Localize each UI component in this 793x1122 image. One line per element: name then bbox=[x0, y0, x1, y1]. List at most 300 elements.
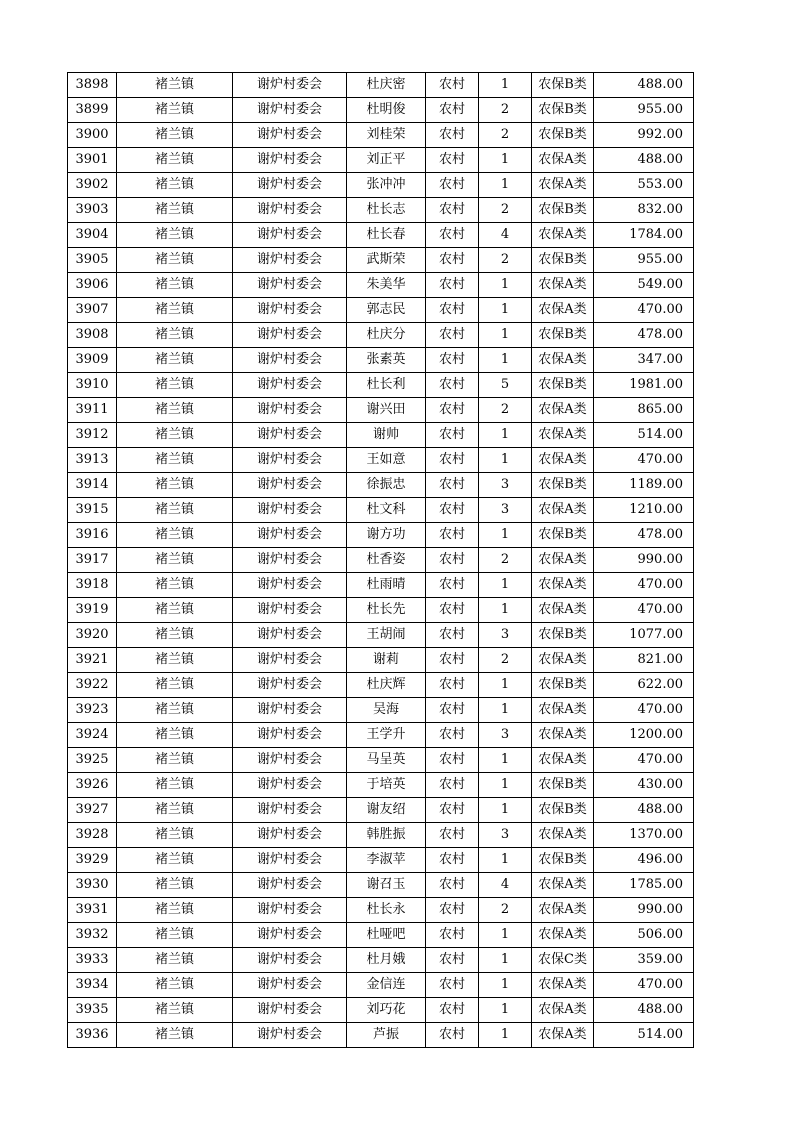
town-cell: 褚兰镇 bbox=[117, 548, 233, 573]
area-type-cell: 农村 bbox=[426, 723, 479, 748]
row-number: 3906 bbox=[68, 273, 117, 298]
category-cell: 农保B类 bbox=[532, 198, 594, 223]
household-count-cell: 5 bbox=[479, 373, 532, 398]
area-type-cell: 农村 bbox=[426, 998, 479, 1023]
household-count-cell: 3 bbox=[479, 473, 532, 498]
name-cell: 杜长先 bbox=[347, 598, 426, 623]
name-cell: 杜庆辉 bbox=[347, 673, 426, 698]
village-committee-cell: 谢炉村委会 bbox=[233, 948, 347, 973]
category-cell: 农保A类 bbox=[532, 398, 594, 423]
name-cell: 刘正平 bbox=[347, 148, 426, 173]
category-cell: 农保A类 bbox=[532, 223, 594, 248]
category-cell: 农保A类 bbox=[532, 823, 594, 848]
household-count-cell: 1 bbox=[479, 173, 532, 198]
document-table-container bbox=[67, 72, 693, 1048]
household-count-cell: 1 bbox=[479, 423, 532, 448]
town-cell: 褚兰镇 bbox=[117, 748, 233, 773]
name-cell: 芦振 bbox=[347, 1023, 426, 1048]
town-cell: 褚兰镇 bbox=[117, 673, 233, 698]
row-number: 3914 bbox=[68, 473, 117, 498]
area-type-cell: 农村 bbox=[426, 248, 479, 273]
village-committee-cell: 谢炉村委会 bbox=[233, 73, 347, 98]
household-count-cell: 1 bbox=[479, 698, 532, 723]
village-committee-cell: 谢炉村委会 bbox=[233, 573, 347, 598]
village-committee-cell: 谢炉村委会 bbox=[233, 873, 347, 898]
area-type-cell: 农村 bbox=[426, 673, 479, 698]
village-committee-cell: 谢炉村委会 bbox=[233, 298, 347, 323]
village-committee-cell: 谢炉村委会 bbox=[233, 448, 347, 473]
name-cell: 谢友绍 bbox=[347, 798, 426, 823]
category-cell: 农保A类 bbox=[532, 973, 594, 998]
category-cell: 农保A类 bbox=[532, 923, 594, 948]
table-row bbox=[68, 823, 694, 848]
village-committee-cell: 谢炉村委会 bbox=[233, 823, 347, 848]
name-cell: 王学升 bbox=[347, 723, 426, 748]
town-cell: 褚兰镇 bbox=[117, 948, 233, 973]
name-cell: 杜庆密 bbox=[347, 73, 426, 98]
table-row bbox=[68, 948, 694, 973]
name-cell: 杜长利 bbox=[347, 373, 426, 398]
town-cell: 褚兰镇 bbox=[117, 648, 233, 673]
amount-cell: 496.00 bbox=[594, 848, 694, 873]
category-cell: 农保A类 bbox=[532, 448, 594, 473]
amount-cell: 1370.00 bbox=[594, 823, 694, 848]
amount-cell: 470.00 bbox=[594, 698, 694, 723]
amount-cell: 488.00 bbox=[594, 148, 694, 173]
row-number: 3898 bbox=[68, 73, 117, 98]
amount-cell: 1785.00 bbox=[594, 873, 694, 898]
name-cell: 杜长永 bbox=[347, 898, 426, 923]
name-cell: 刘巧花 bbox=[347, 998, 426, 1023]
category-cell: 农保A类 bbox=[532, 573, 594, 598]
table-row bbox=[68, 348, 694, 373]
category-cell: 农保A类 bbox=[532, 998, 594, 1023]
category-cell: 农保A类 bbox=[532, 723, 594, 748]
amount-cell: 832.00 bbox=[594, 198, 694, 223]
household-count-cell: 3 bbox=[479, 723, 532, 748]
town-cell: 褚兰镇 bbox=[117, 73, 233, 98]
category-cell: 农保B类 bbox=[532, 673, 594, 698]
town-cell: 褚兰镇 bbox=[117, 848, 233, 873]
village-committee-cell: 谢炉村委会 bbox=[233, 998, 347, 1023]
table-row bbox=[68, 1023, 694, 1048]
town-cell: 褚兰镇 bbox=[117, 773, 233, 798]
household-count-cell: 1 bbox=[479, 73, 532, 98]
area-type-cell: 农村 bbox=[426, 973, 479, 998]
village-committee-cell: 谢炉村委会 bbox=[233, 698, 347, 723]
name-cell: 王胡闹 bbox=[347, 623, 426, 648]
area-type-cell: 农村 bbox=[426, 798, 479, 823]
category-cell: 农保B类 bbox=[532, 798, 594, 823]
table-row bbox=[68, 248, 694, 273]
name-cell: 朱美华 bbox=[347, 273, 426, 298]
row-number: 3928 bbox=[68, 823, 117, 848]
area-type-cell: 农村 bbox=[426, 298, 479, 323]
household-count-cell: 1 bbox=[479, 148, 532, 173]
amount-cell: 553.00 bbox=[594, 173, 694, 198]
row-number: 3929 bbox=[68, 848, 117, 873]
table-row bbox=[68, 323, 694, 348]
village-committee-cell: 谢炉村委会 bbox=[233, 348, 347, 373]
name-cell: 马呈英 bbox=[347, 748, 426, 773]
household-count-cell: 2 bbox=[479, 198, 532, 223]
table-row bbox=[68, 998, 694, 1023]
table-row bbox=[68, 98, 694, 123]
household-count-cell: 3 bbox=[479, 498, 532, 523]
area-type-cell: 农村 bbox=[426, 473, 479, 498]
village-committee-cell: 谢炉村委会 bbox=[233, 123, 347, 148]
name-cell: 杜长志 bbox=[347, 198, 426, 223]
amount-cell: 865.00 bbox=[594, 398, 694, 423]
table-row bbox=[68, 973, 694, 998]
table-row bbox=[68, 723, 694, 748]
row-number: 3915 bbox=[68, 498, 117, 523]
row-number: 3905 bbox=[68, 248, 117, 273]
area-type-cell: 农村 bbox=[426, 373, 479, 398]
area-type-cell: 农村 bbox=[426, 423, 479, 448]
row-number: 3901 bbox=[68, 148, 117, 173]
category-cell: 农保B类 bbox=[532, 373, 594, 398]
town-cell: 褚兰镇 bbox=[117, 323, 233, 348]
row-number: 3912 bbox=[68, 423, 117, 448]
category-cell: 农保B类 bbox=[532, 473, 594, 498]
row-number: 3908 bbox=[68, 323, 117, 348]
household-count-cell: 1 bbox=[479, 798, 532, 823]
name-cell: 杜长春 bbox=[347, 223, 426, 248]
area-type-cell: 农村 bbox=[426, 548, 479, 573]
amount-cell: 347.00 bbox=[594, 348, 694, 373]
name-cell: 吴海 bbox=[347, 698, 426, 723]
town-cell: 褚兰镇 bbox=[117, 598, 233, 623]
area-type-cell: 农村 bbox=[426, 223, 479, 248]
name-cell: 武斯荣 bbox=[347, 248, 426, 273]
row-number: 3920 bbox=[68, 623, 117, 648]
village-committee-cell: 谢炉村委会 bbox=[233, 898, 347, 923]
town-cell: 褚兰镇 bbox=[117, 298, 233, 323]
table-row bbox=[68, 548, 694, 573]
row-number: 3919 bbox=[68, 598, 117, 623]
area-type-cell: 农村 bbox=[426, 823, 479, 848]
household-count-cell: 1 bbox=[479, 323, 532, 348]
category-cell: 农保A类 bbox=[532, 298, 594, 323]
amount-cell: 549.00 bbox=[594, 273, 694, 298]
category-cell: 农保A类 bbox=[532, 148, 594, 173]
amount-cell: 506.00 bbox=[594, 923, 694, 948]
area-type-cell: 农村 bbox=[426, 523, 479, 548]
table-row bbox=[68, 573, 694, 598]
table-row bbox=[68, 523, 694, 548]
name-cell: 谢召玉 bbox=[347, 873, 426, 898]
area-type-cell: 农村 bbox=[426, 848, 479, 873]
amount-cell: 488.00 bbox=[594, 73, 694, 98]
name-cell: 张冲冲 bbox=[347, 173, 426, 198]
household-count-cell: 2 bbox=[479, 548, 532, 573]
category-cell: 农保A类 bbox=[532, 548, 594, 573]
category-cell: 农保A类 bbox=[532, 1023, 594, 1048]
town-cell: 褚兰镇 bbox=[117, 998, 233, 1023]
name-cell: 李淑苹 bbox=[347, 848, 426, 873]
area-type-cell: 农村 bbox=[426, 148, 479, 173]
category-cell: 农保A类 bbox=[532, 598, 594, 623]
row-number: 3911 bbox=[68, 398, 117, 423]
row-number: 3927 bbox=[68, 798, 117, 823]
name-cell: 谢兴田 bbox=[347, 398, 426, 423]
category-cell: 农保B类 bbox=[532, 248, 594, 273]
row-number: 3913 bbox=[68, 448, 117, 473]
area-type-cell: 农村 bbox=[426, 1023, 479, 1048]
name-cell: 张素英 bbox=[347, 348, 426, 373]
amount-cell: 470.00 bbox=[594, 298, 694, 323]
town-cell: 褚兰镇 bbox=[117, 523, 233, 548]
table-row bbox=[68, 598, 694, 623]
amount-cell: 470.00 bbox=[594, 573, 694, 598]
village-committee-cell: 谢炉村委会 bbox=[233, 148, 347, 173]
table-row bbox=[68, 448, 694, 473]
town-cell: 褚兰镇 bbox=[117, 473, 233, 498]
village-committee-cell: 谢炉村委会 bbox=[233, 648, 347, 673]
town-cell: 褚兰镇 bbox=[117, 348, 233, 373]
amount-cell: 955.00 bbox=[594, 248, 694, 273]
category-cell: 农保C类 bbox=[532, 948, 594, 973]
household-count-cell: 1 bbox=[479, 773, 532, 798]
name-cell: 杜庆分 bbox=[347, 323, 426, 348]
village-committee-cell: 谢炉村委会 bbox=[233, 598, 347, 623]
amount-cell: 1189.00 bbox=[594, 473, 694, 498]
town-cell: 褚兰镇 bbox=[117, 248, 233, 273]
table-row bbox=[68, 273, 694, 298]
household-count-cell: 1 bbox=[479, 348, 532, 373]
area-type-cell: 农村 bbox=[426, 198, 479, 223]
amount-cell: 1210.00 bbox=[594, 498, 694, 523]
category-cell: 农保A类 bbox=[532, 273, 594, 298]
town-cell: 褚兰镇 bbox=[117, 423, 233, 448]
row-number: 3921 bbox=[68, 648, 117, 673]
row-number: 3907 bbox=[68, 298, 117, 323]
area-type-cell: 农村 bbox=[426, 773, 479, 798]
table-row bbox=[68, 898, 694, 923]
amount-cell: 488.00 bbox=[594, 998, 694, 1023]
category-cell: 农保B类 bbox=[532, 98, 594, 123]
row-number: 3926 bbox=[68, 773, 117, 798]
town-cell: 褚兰镇 bbox=[117, 373, 233, 398]
row-number: 3899 bbox=[68, 98, 117, 123]
village-committee-cell: 谢炉村委会 bbox=[233, 398, 347, 423]
amount-cell: 470.00 bbox=[594, 973, 694, 998]
town-cell: 褚兰镇 bbox=[117, 223, 233, 248]
village-committee-cell: 谢炉村委会 bbox=[233, 473, 347, 498]
category-cell: 农保A类 bbox=[532, 423, 594, 448]
village-committee-cell: 谢炉村委会 bbox=[233, 498, 347, 523]
table-row bbox=[68, 798, 694, 823]
table-row bbox=[68, 223, 694, 248]
category-cell: 农保B类 bbox=[532, 123, 594, 148]
amount-cell: 470.00 bbox=[594, 598, 694, 623]
subsidy-table bbox=[67, 72, 694, 1048]
area-type-cell: 农村 bbox=[426, 273, 479, 298]
area-type-cell: 农村 bbox=[426, 123, 479, 148]
table-row bbox=[68, 398, 694, 423]
table-row bbox=[68, 198, 694, 223]
name-cell: 杜香姿 bbox=[347, 548, 426, 573]
town-cell: 褚兰镇 bbox=[117, 823, 233, 848]
amount-cell: 514.00 bbox=[594, 423, 694, 448]
town-cell: 褚兰镇 bbox=[117, 573, 233, 598]
village-committee-cell: 谢炉村委会 bbox=[233, 323, 347, 348]
table-row bbox=[68, 773, 694, 798]
name-cell: 韩胜振 bbox=[347, 823, 426, 848]
village-committee-cell: 谢炉村委会 bbox=[233, 973, 347, 998]
town-cell: 褚兰镇 bbox=[117, 798, 233, 823]
area-type-cell: 农村 bbox=[426, 648, 479, 673]
town-cell: 褚兰镇 bbox=[117, 1023, 233, 1048]
town-cell: 褚兰镇 bbox=[117, 273, 233, 298]
amount-cell: 359.00 bbox=[594, 948, 694, 973]
amount-cell: 430.00 bbox=[594, 773, 694, 798]
village-committee-cell: 谢炉村委会 bbox=[233, 723, 347, 748]
household-count-cell: 1 bbox=[479, 748, 532, 773]
name-cell: 谢莉 bbox=[347, 648, 426, 673]
category-cell: 农保A类 bbox=[532, 873, 594, 898]
village-committee-cell: 谢炉村委会 bbox=[233, 848, 347, 873]
household-count-cell: 1 bbox=[479, 673, 532, 698]
category-cell: 农保B类 bbox=[532, 73, 594, 98]
row-number: 3904 bbox=[68, 223, 117, 248]
household-count-cell: 4 bbox=[479, 873, 532, 898]
household-count-cell: 2 bbox=[479, 248, 532, 273]
household-count-cell: 1 bbox=[479, 973, 532, 998]
area-type-cell: 农村 bbox=[426, 698, 479, 723]
amount-cell: 1200.00 bbox=[594, 723, 694, 748]
row-number: 3936 bbox=[68, 1023, 117, 1048]
village-committee-cell: 谢炉村委会 bbox=[233, 623, 347, 648]
name-cell: 王如意 bbox=[347, 448, 426, 473]
amount-cell: 990.00 bbox=[594, 548, 694, 573]
area-type-cell: 农村 bbox=[426, 398, 479, 423]
household-count-cell: 1 bbox=[479, 948, 532, 973]
amount-cell: 990.00 bbox=[594, 898, 694, 923]
town-cell: 褚兰镇 bbox=[117, 173, 233, 198]
table-row bbox=[68, 623, 694, 648]
name-cell: 谢方功 bbox=[347, 523, 426, 548]
area-type-cell: 农村 bbox=[426, 573, 479, 598]
row-number: 3932 bbox=[68, 923, 117, 948]
amount-cell: 992.00 bbox=[594, 123, 694, 148]
name-cell: 郭志民 bbox=[347, 298, 426, 323]
area-type-cell: 农村 bbox=[426, 923, 479, 948]
household-count-cell: 1 bbox=[479, 923, 532, 948]
table-row bbox=[68, 873, 694, 898]
household-count-cell: 2 bbox=[479, 648, 532, 673]
name-cell: 杜明俊 bbox=[347, 98, 426, 123]
amount-cell: 514.00 bbox=[594, 1023, 694, 1048]
household-count-cell: 3 bbox=[479, 823, 532, 848]
row-number: 3935 bbox=[68, 998, 117, 1023]
village-committee-cell: 谢炉村委会 bbox=[233, 673, 347, 698]
amount-cell: 1981.00 bbox=[594, 373, 694, 398]
amount-cell: 470.00 bbox=[594, 748, 694, 773]
amount-cell: 955.00 bbox=[594, 98, 694, 123]
category-cell: 农保A类 bbox=[532, 173, 594, 198]
area-type-cell: 农村 bbox=[426, 898, 479, 923]
table-row bbox=[68, 848, 694, 873]
area-type-cell: 农村 bbox=[426, 498, 479, 523]
table-row bbox=[68, 648, 694, 673]
amount-cell: 470.00 bbox=[594, 448, 694, 473]
amount-cell: 488.00 bbox=[594, 798, 694, 823]
name-cell: 于培英 bbox=[347, 773, 426, 798]
name-cell: 金信连 bbox=[347, 973, 426, 998]
town-cell: 褚兰镇 bbox=[117, 873, 233, 898]
table-row bbox=[68, 673, 694, 698]
category-cell: 农保A类 bbox=[532, 898, 594, 923]
household-count-cell: 1 bbox=[479, 1023, 532, 1048]
town-cell: 褚兰镇 bbox=[117, 448, 233, 473]
row-number: 3925 bbox=[68, 748, 117, 773]
table-row bbox=[68, 373, 694, 398]
row-number: 3930 bbox=[68, 873, 117, 898]
row-number: 3934 bbox=[68, 973, 117, 998]
town-cell: 褚兰镇 bbox=[117, 198, 233, 223]
household-count-cell: 4 bbox=[479, 223, 532, 248]
row-number: 3902 bbox=[68, 173, 117, 198]
category-cell: 农保A类 bbox=[532, 348, 594, 373]
household-count-cell: 1 bbox=[479, 448, 532, 473]
amount-cell: 478.00 bbox=[594, 323, 694, 348]
village-committee-cell: 谢炉村委会 bbox=[233, 748, 347, 773]
amount-cell: 1784.00 bbox=[594, 223, 694, 248]
village-committee-cell: 谢炉村委会 bbox=[233, 423, 347, 448]
area-type-cell: 农村 bbox=[426, 348, 479, 373]
name-cell: 徐振忠 bbox=[347, 473, 426, 498]
row-number: 3918 bbox=[68, 573, 117, 598]
area-type-cell: 农村 bbox=[426, 948, 479, 973]
town-cell: 褚兰镇 bbox=[117, 973, 233, 998]
table-row bbox=[68, 748, 694, 773]
town-cell: 褚兰镇 bbox=[117, 498, 233, 523]
amount-cell: 478.00 bbox=[594, 523, 694, 548]
village-committee-cell: 谢炉村委会 bbox=[233, 798, 347, 823]
amount-cell: 622.00 bbox=[594, 673, 694, 698]
town-cell: 褚兰镇 bbox=[117, 98, 233, 123]
category-cell: 农保B类 bbox=[532, 323, 594, 348]
household-count-cell: 2 bbox=[479, 123, 532, 148]
area-type-cell: 农村 bbox=[426, 98, 479, 123]
table-row bbox=[68, 73, 694, 98]
village-committee-cell: 谢炉村委会 bbox=[233, 773, 347, 798]
amount-cell: 821.00 bbox=[594, 648, 694, 673]
household-count-cell: 1 bbox=[479, 598, 532, 623]
name-cell: 刘桂荣 bbox=[347, 123, 426, 148]
town-cell: 褚兰镇 bbox=[117, 723, 233, 748]
table-body bbox=[68, 73, 694, 1048]
village-committee-cell: 谢炉村委会 bbox=[233, 548, 347, 573]
row-number: 3910 bbox=[68, 373, 117, 398]
village-committee-cell: 谢炉村委会 bbox=[233, 223, 347, 248]
town-cell: 褚兰镇 bbox=[117, 148, 233, 173]
category-cell: 农保A类 bbox=[532, 748, 594, 773]
village-committee-cell: 谢炉村委会 bbox=[233, 923, 347, 948]
category-cell: 农保A类 bbox=[532, 498, 594, 523]
household-count-cell: 1 bbox=[479, 998, 532, 1023]
table-row bbox=[68, 423, 694, 448]
village-committee-cell: 谢炉村委会 bbox=[233, 273, 347, 298]
town-cell: 褚兰镇 bbox=[117, 698, 233, 723]
row-number: 3903 bbox=[68, 198, 117, 223]
name-cell: 杜哑吧 bbox=[347, 923, 426, 948]
area-type-cell: 农村 bbox=[426, 598, 479, 623]
category-cell: 农保B类 bbox=[532, 523, 594, 548]
row-number: 3900 bbox=[68, 123, 117, 148]
